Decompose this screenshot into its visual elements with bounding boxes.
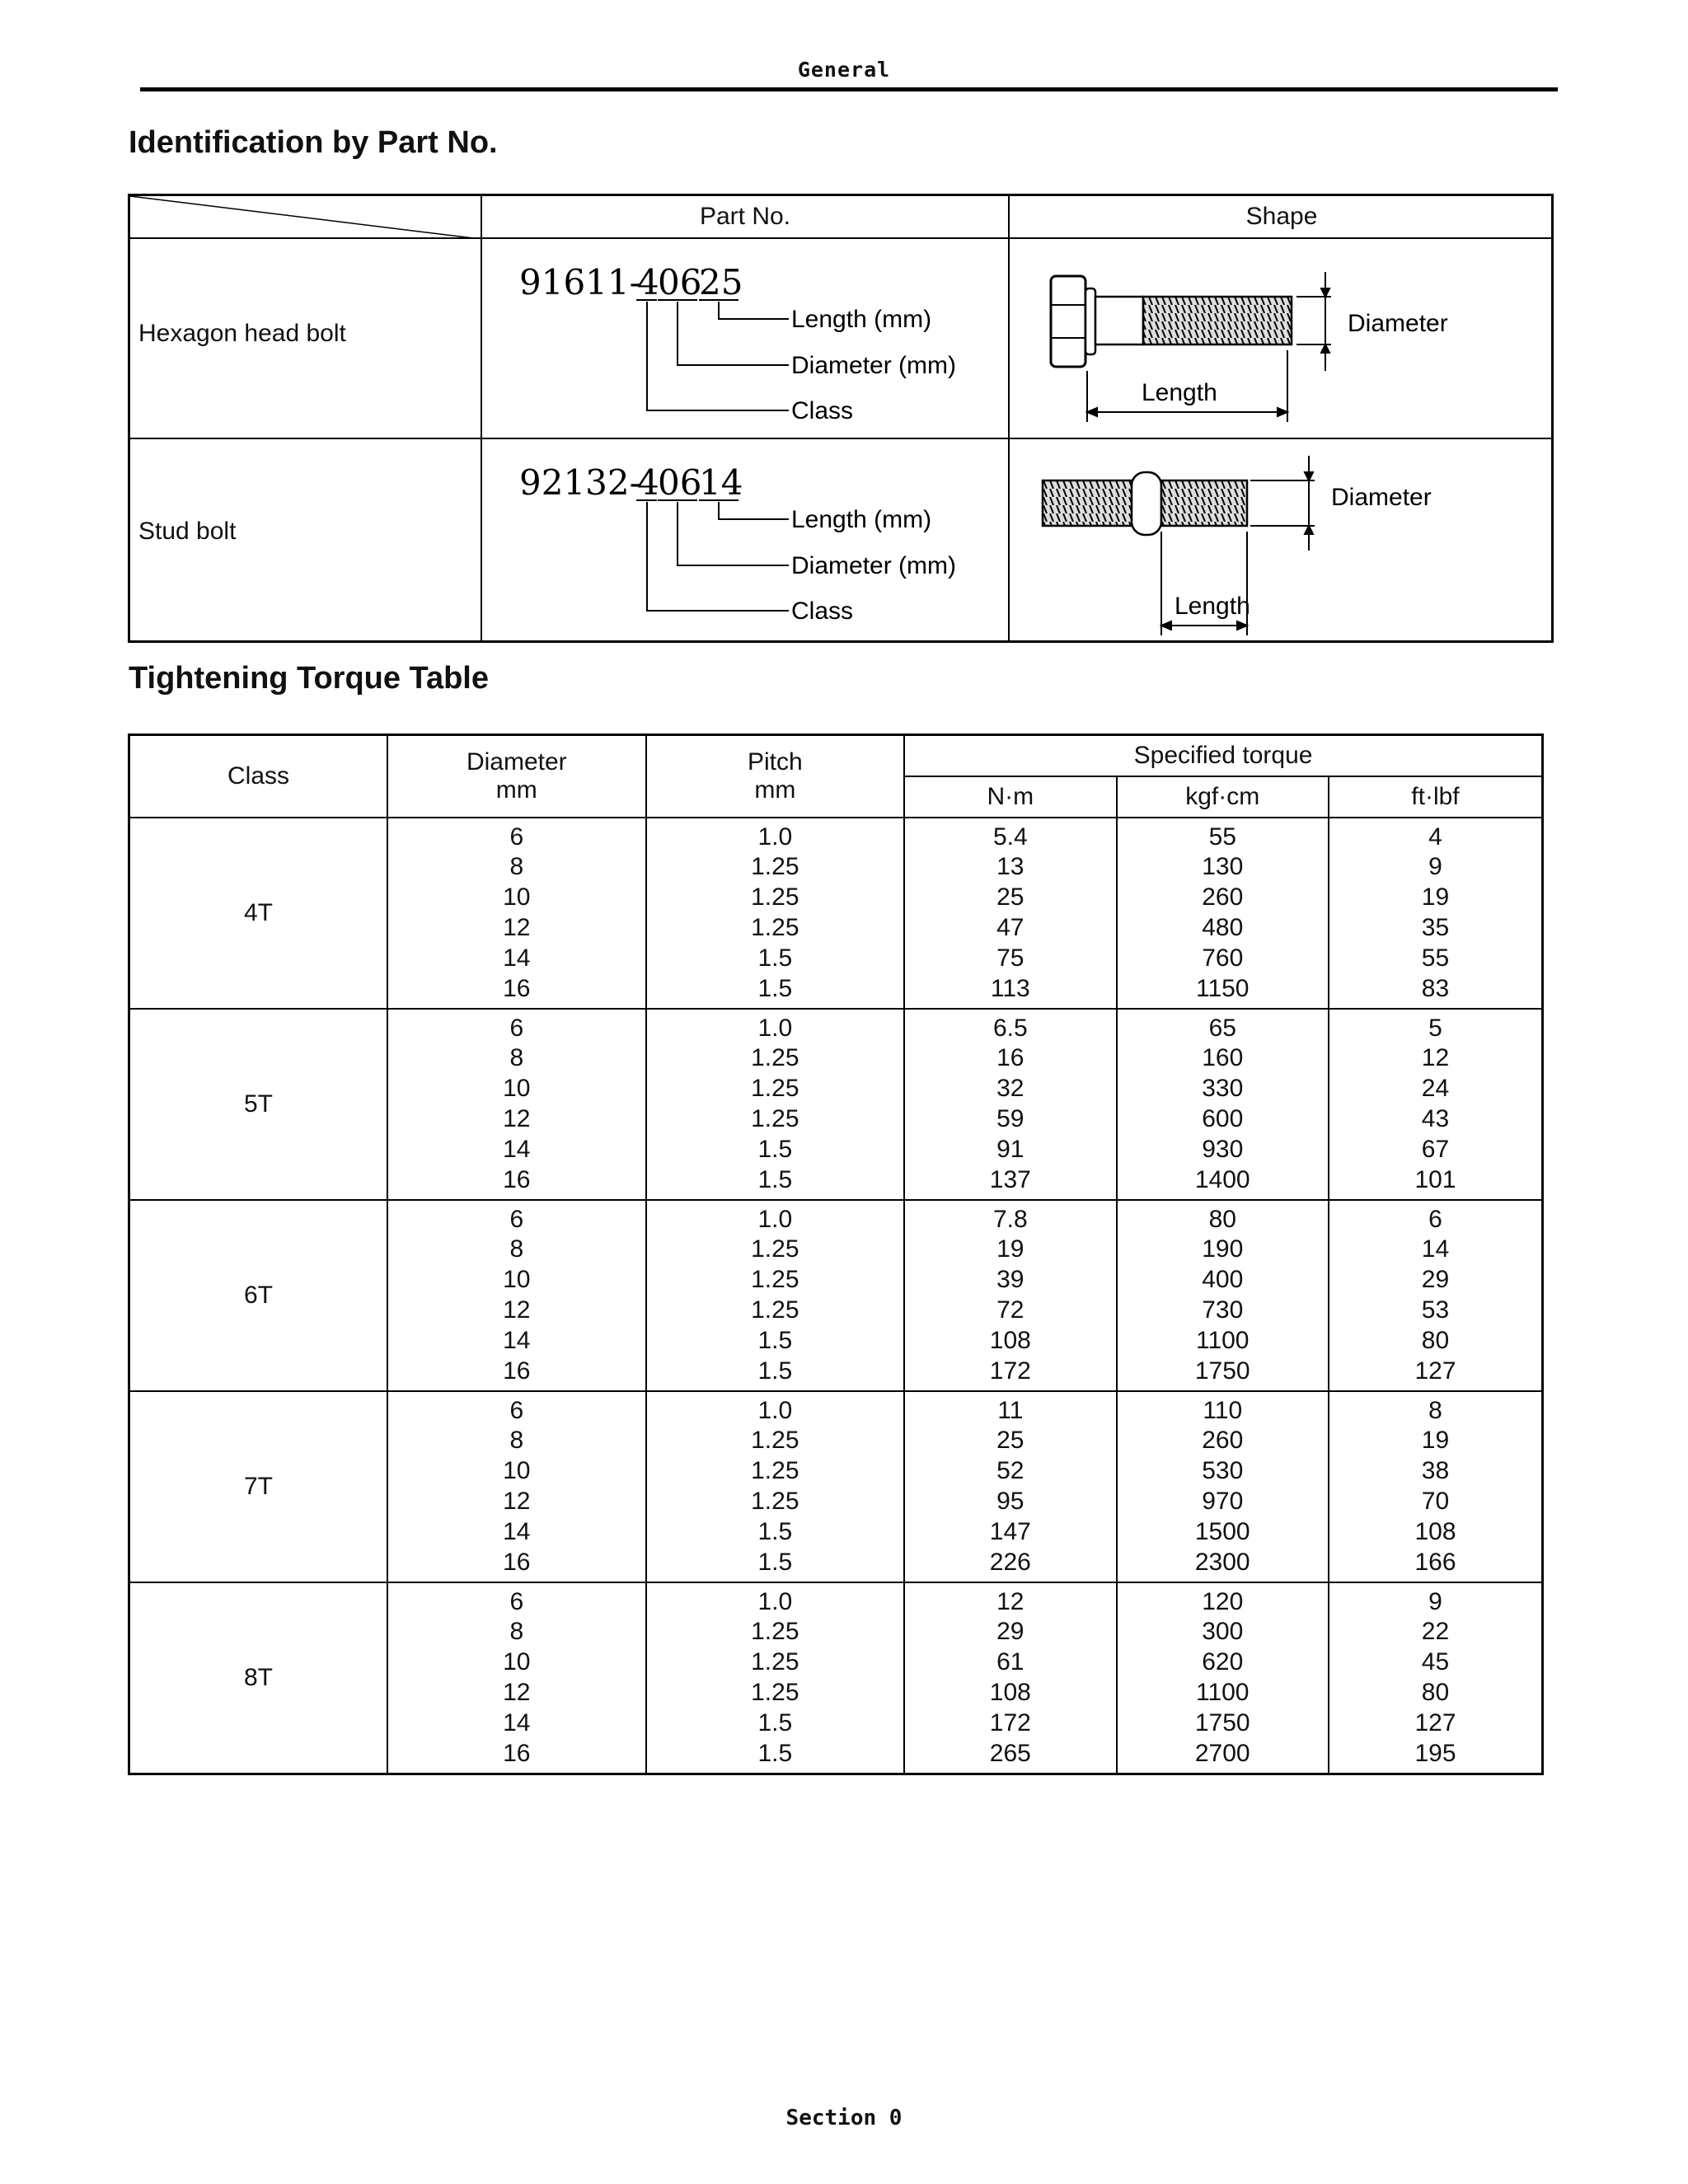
pitch-value: 1.25 xyxy=(751,1105,799,1132)
pitch-values-cell xyxy=(646,818,905,1009)
kgfcm-value: 400 xyxy=(1202,1266,1244,1294)
pitch-value: 1.25 xyxy=(751,1679,799,1706)
pitch-value: 1.25 xyxy=(751,1044,799,1072)
diameter-value: 16 xyxy=(503,1739,531,1767)
nm-value: 25 xyxy=(996,1427,1025,1455)
callout-class: Class xyxy=(791,598,854,625)
kgfcm-value: 530 xyxy=(1202,1457,1244,1485)
diameter-value: 14 xyxy=(503,1326,531,1354)
identification-table xyxy=(128,194,1554,643)
kgfcm-value: 110 xyxy=(1203,1396,1243,1424)
nm-value: 13 xyxy=(996,853,1025,881)
kgfcm-value: 260 xyxy=(1202,883,1244,912)
ftlbf-value: 5 xyxy=(1428,1014,1442,1042)
col-header-kgfcm: kgf·cm xyxy=(1117,776,1329,818)
nm-value: 11 xyxy=(997,1396,1024,1424)
ftlbf-value: 166 xyxy=(1414,1548,1456,1576)
torque-class-group xyxy=(129,1009,1543,1200)
nm-value: 72 xyxy=(996,1296,1025,1324)
diameter-value: 8 xyxy=(509,1044,524,1072)
diameter-value: 6 xyxy=(509,1396,524,1424)
nm-value: 95 xyxy=(996,1488,1025,1515)
pitch-value: 1.5 xyxy=(757,974,793,1002)
part-number-length: 25 xyxy=(699,262,743,302)
kgfcm-value: 1400 xyxy=(1194,1165,1250,1193)
ftlbf-value: 53 xyxy=(1421,1296,1450,1324)
nm-value: 91 xyxy=(996,1135,1025,1163)
kgfcm-value: 1500 xyxy=(1194,1517,1250,1545)
nm-value: 16 xyxy=(996,1044,1025,1072)
pitch-value: 1.25 xyxy=(751,883,799,912)
pitch-value: 1.25 xyxy=(751,1235,799,1263)
kgfcm-value: 730 xyxy=(1202,1296,1244,1324)
ftlbf-value: 9 xyxy=(1428,853,1442,881)
pitch-value: 1.25 xyxy=(751,1488,799,1515)
kgfcm-values-cell xyxy=(1117,1009,1329,1200)
shape-label-diameter: Diameter xyxy=(1331,484,1432,511)
part-number-diagram-hex xyxy=(482,239,1006,437)
pitch-value: 1.5 xyxy=(757,1708,793,1736)
torque-class-group xyxy=(129,1582,1543,1774)
diameter-value: 6 xyxy=(509,1587,524,1615)
ftlbf-value: 6 xyxy=(1428,1205,1442,1233)
part-number-length: 14 xyxy=(699,462,743,503)
nm-values-cell xyxy=(904,1582,1116,1774)
diameter-value: 10 xyxy=(503,1075,531,1103)
class-cell: 5T xyxy=(129,1009,388,1200)
nm-value: 75 xyxy=(996,944,1025,972)
nm-value: 39 xyxy=(996,1266,1025,1294)
callout-length: Length (mm) xyxy=(791,506,932,533)
pitch-value: 1.25 xyxy=(751,1648,799,1676)
diameter-values-cell xyxy=(387,1200,646,1391)
diameter-value: 8 xyxy=(509,1427,524,1455)
pitch-value: 1.5 xyxy=(757,1517,793,1545)
nm-values-cell xyxy=(904,1200,1116,1391)
col-header-pitch xyxy=(646,735,905,818)
pitch-value: 1.25 xyxy=(751,1457,799,1485)
pitch-value: 1.5 xyxy=(757,1548,793,1576)
col-header-class: Class xyxy=(129,735,388,818)
kgfcm-value: 160 xyxy=(1202,1044,1244,1072)
kgfcm-value: 130 xyxy=(1202,853,1244,881)
diameter-values-cell xyxy=(387,1582,646,1774)
kgfcm-values-cell xyxy=(1117,818,1329,1009)
kgfcm-value: 330 xyxy=(1202,1075,1244,1103)
diameter-value: 14 xyxy=(503,1708,531,1736)
ftlbf-value: 80 xyxy=(1421,1679,1450,1706)
class-cell: 7T xyxy=(129,1391,388,1582)
col-header-shape: Shape xyxy=(1245,203,1318,230)
kgfcm-value: 2300 xyxy=(1194,1548,1250,1576)
callout-diameter: Diameter (mm) xyxy=(791,552,956,579)
kgfcm-value: 190 xyxy=(1202,1235,1244,1263)
ftlbf-values-cell xyxy=(1329,818,1543,1009)
torque-class-group xyxy=(129,818,1543,1009)
part-number-prefix: 91611- xyxy=(519,262,641,302)
kgfcm-value: 1100 xyxy=(1195,1326,1250,1354)
ftlbf-value: 83 xyxy=(1421,974,1450,1002)
kgfcm-value: 930 xyxy=(1202,1135,1244,1163)
pitch-value: 1.25 xyxy=(751,1427,799,1455)
ftlbf-value: 4 xyxy=(1428,823,1442,851)
ftlbf-value: 8 xyxy=(1428,1396,1442,1424)
pitch-values-cell xyxy=(646,1009,905,1200)
torque-class-group xyxy=(129,1200,1543,1391)
kgfcm-value: 80 xyxy=(1208,1205,1236,1233)
hex-bolt-shape-illustration xyxy=(1010,239,1554,437)
nm-value: 265 xyxy=(989,1739,1031,1767)
nm-value: 5.4 xyxy=(992,823,1028,851)
header-rule xyxy=(140,87,1558,91)
ftlbf-value: 195 xyxy=(1414,1739,1456,1767)
ftlbf-values-cell xyxy=(1329,1582,1543,1774)
ftlbf-values-cell xyxy=(1329,1009,1543,1200)
diameter-values-cell xyxy=(387,1009,646,1200)
ftlbf-value: 12 xyxy=(1421,1044,1450,1072)
ftlbf-value: 22 xyxy=(1421,1618,1450,1646)
torque-title: Tightening Torque Table xyxy=(129,661,489,696)
nm-values-cell xyxy=(904,1009,1116,1200)
pitch-value: 1.5 xyxy=(757,1326,793,1354)
ftlbf-value: 24 xyxy=(1421,1075,1450,1103)
part-number-diameter: 06 xyxy=(658,262,702,302)
page-header: General xyxy=(797,58,891,82)
kgfcm-value: 1750 xyxy=(1194,1357,1250,1385)
nm-value: 172 xyxy=(989,1708,1031,1736)
diameter-value: 6 xyxy=(509,823,524,851)
pitch-value: 1.0 xyxy=(757,1205,793,1233)
col-header-part-no: Part No. xyxy=(699,203,791,230)
ftlbf-value: 67 xyxy=(1421,1135,1450,1163)
diameter-value: 10 xyxy=(503,1266,531,1294)
shape-label-length: Length xyxy=(1142,379,1217,406)
pitch-value: 1.25 xyxy=(751,853,799,881)
diameter-value: 14 xyxy=(503,944,531,972)
class-cell: 4T xyxy=(129,818,388,1009)
diameter-value: 12 xyxy=(503,1679,531,1706)
pitch-values-cell xyxy=(646,1200,905,1391)
diameter-value: 16 xyxy=(503,1548,531,1576)
part-number-class: 4 xyxy=(637,462,659,503)
nm-values-cell xyxy=(904,1391,1116,1582)
ftlbf-value: 38 xyxy=(1421,1457,1450,1485)
diameter-value: 8 xyxy=(509,1235,524,1263)
page-footer: Section 0 xyxy=(785,2106,903,2130)
pitch-value: 1.5 xyxy=(757,1135,793,1163)
nm-value: 113 xyxy=(990,974,1030,1002)
kgfcm-value: 620 xyxy=(1202,1648,1244,1676)
nm-value: 137 xyxy=(989,1165,1031,1193)
nm-value: 19 xyxy=(996,1235,1025,1263)
diameter-value: 6 xyxy=(509,1205,524,1233)
ftlbf-value: 9 xyxy=(1428,1587,1442,1615)
part-number-class: 4 xyxy=(637,262,659,302)
torque-table xyxy=(128,733,1544,1775)
shape-label-length: Length xyxy=(1175,593,1250,620)
class-cell: 8T xyxy=(129,1582,388,1774)
pitch-value: 1.5 xyxy=(757,1739,793,1767)
pitch-header-label: Pitch xyxy=(747,748,803,776)
pitch-values-cell xyxy=(646,1582,905,1774)
kgfcm-value: 260 xyxy=(1202,1427,1244,1455)
nm-value: 172 xyxy=(989,1357,1031,1385)
pitch-value: 1.25 xyxy=(751,1618,799,1646)
ftlbf-value: 108 xyxy=(1414,1517,1456,1545)
row-label-hexagon-bolt: Hexagon head bolt xyxy=(138,320,346,347)
kgfcm-value: 480 xyxy=(1202,914,1244,941)
ftlbf-value: 19 xyxy=(1421,1427,1450,1455)
kgfcm-value: 970 xyxy=(1202,1488,1244,1515)
diameter-value: 12 xyxy=(503,1105,531,1132)
torque-table-body xyxy=(129,818,1543,1774)
diameter-value: 14 xyxy=(503,1517,531,1545)
col-header-diameter xyxy=(387,735,646,818)
ftlbf-value: 45 xyxy=(1421,1648,1450,1676)
nm-value: 52 xyxy=(996,1457,1025,1485)
header-diagonal xyxy=(130,196,481,239)
diameter-value: 16 xyxy=(503,1357,531,1385)
col-header-nm: N·m xyxy=(904,776,1116,818)
nm-value: 6.5 xyxy=(992,1014,1028,1042)
ftlbf-value: 101 xyxy=(1414,1165,1456,1193)
nm-value: 108 xyxy=(989,1679,1031,1706)
pitch-values-cell xyxy=(646,1391,905,1582)
torque-class-group xyxy=(129,1391,1543,1582)
kgfcm-value: 65 xyxy=(1208,1014,1236,1042)
ftlbf-value: 80 xyxy=(1421,1326,1450,1354)
kgfcm-values-cell xyxy=(1117,1391,1329,1582)
diameter-value: 12 xyxy=(503,1488,531,1515)
ftlbf-value: 19 xyxy=(1421,883,1450,912)
pitch-value: 1.25 xyxy=(751,1266,799,1294)
kgfcm-value: 760 xyxy=(1202,944,1244,972)
kgfcm-values-cell xyxy=(1117,1582,1329,1774)
row-label-stud-bolt: Stud bolt xyxy=(138,518,237,545)
nm-value: 7.8 xyxy=(992,1205,1028,1233)
pitch-value: 1.0 xyxy=(757,823,793,851)
nm-value: 29 xyxy=(996,1618,1025,1646)
callout-diameter: Diameter (mm) xyxy=(791,352,956,379)
diameter-value: 12 xyxy=(503,1296,531,1324)
stud-bolt-shape-illustration xyxy=(1010,439,1554,641)
part-number-prefix: 92132- xyxy=(519,462,641,503)
diameter-value: 14 xyxy=(503,1135,531,1163)
pitch-value: 1.5 xyxy=(757,944,793,972)
diameter-values-cell xyxy=(387,818,646,1009)
callout-length: Length (mm) xyxy=(791,306,932,333)
diameter-value: 8 xyxy=(509,1618,524,1646)
diameter-value: 16 xyxy=(503,1165,531,1193)
kgfcm-value: 1150 xyxy=(1195,974,1250,1002)
kgfcm-values-cell xyxy=(1117,1200,1329,1391)
diameter-value: 12 xyxy=(503,914,531,941)
identification-title: Identification by Part No. xyxy=(129,125,498,160)
shape-label-diameter: Diameter xyxy=(1348,310,1448,337)
pitch-value: 1.25 xyxy=(751,1296,799,1324)
ftlbf-value: 127 xyxy=(1414,1357,1456,1385)
pitch-value: 1.5 xyxy=(757,1165,793,1193)
diameter-value: 10 xyxy=(503,1457,531,1485)
ftlbf-values-cell xyxy=(1329,1200,1543,1391)
part-number-diagram-stud xyxy=(482,439,1006,641)
callout-class: Class xyxy=(791,397,854,424)
ftlbf-value: 35 xyxy=(1421,914,1450,941)
ftlbf-value: 55 xyxy=(1421,944,1450,972)
col-header-specified-torque: Specified torque xyxy=(904,735,1542,777)
ftlbf-value: 70 xyxy=(1421,1488,1450,1515)
nm-value: 12 xyxy=(996,1587,1025,1615)
kgfcm-value: 55 xyxy=(1208,823,1236,851)
pitch-value: 1.5 xyxy=(757,1357,793,1385)
pitch-value: 1.25 xyxy=(751,914,799,941)
ftlbf-value: 43 xyxy=(1421,1105,1450,1132)
diameter-header-unit: mm xyxy=(495,776,537,804)
diameter-value: 10 xyxy=(503,1648,531,1676)
nm-value: 25 xyxy=(996,883,1025,912)
ftlbf-value: 127 xyxy=(1414,1708,1456,1736)
ftlbf-values-cell xyxy=(1329,1391,1543,1582)
kgfcm-value: 600 xyxy=(1202,1105,1244,1132)
diameter-value: 10 xyxy=(503,883,531,912)
nm-value: 147 xyxy=(989,1517,1031,1545)
pitch-value: 1.0 xyxy=(757,1014,793,1042)
diameter-value: 6 xyxy=(509,1014,524,1042)
diameter-values-cell xyxy=(387,1391,646,1582)
nm-values-cell xyxy=(904,818,1116,1009)
part-number-diameter: 06 xyxy=(658,462,702,503)
ftlbf-value: 14 xyxy=(1421,1235,1450,1263)
diameter-value: 8 xyxy=(509,853,524,881)
diameter-header-label: Diameter xyxy=(466,748,567,776)
kgfcm-value: 2700 xyxy=(1194,1739,1250,1767)
pitch-header-unit: mm xyxy=(754,776,796,804)
nm-value: 61 xyxy=(996,1648,1025,1676)
pitch-value: 1.25 xyxy=(751,1075,799,1103)
ftlbf-value: 29 xyxy=(1421,1266,1450,1294)
col-header-ftlbf: ft·lbf xyxy=(1329,776,1543,818)
class-cell: 6T xyxy=(129,1200,388,1391)
nm-value: 59 xyxy=(996,1105,1025,1132)
kgfcm-value: 120 xyxy=(1202,1587,1244,1615)
nm-value: 32 xyxy=(996,1075,1025,1103)
pitch-value: 1.0 xyxy=(757,1396,793,1424)
nm-value: 226 xyxy=(989,1548,1031,1576)
nm-value: 108 xyxy=(989,1326,1031,1354)
kgfcm-value: 300 xyxy=(1202,1618,1244,1646)
kgfcm-value: 1750 xyxy=(1194,1708,1250,1736)
diameter-value: 16 xyxy=(503,974,531,1002)
nm-value: 47 xyxy=(996,914,1025,941)
pitch-value: 1.0 xyxy=(757,1587,793,1615)
kgfcm-value: 1100 xyxy=(1195,1679,1250,1706)
